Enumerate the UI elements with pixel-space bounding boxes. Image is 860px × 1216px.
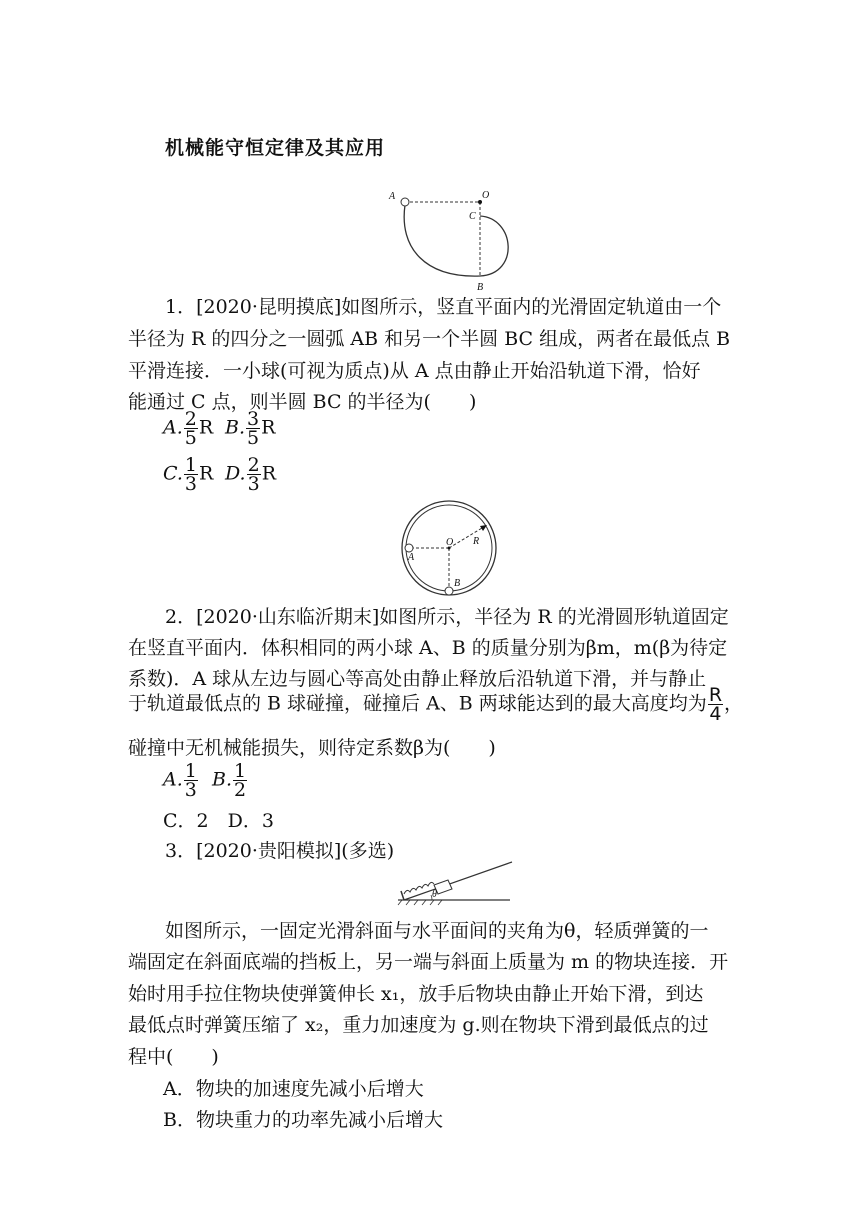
figure-q3-incline xyxy=(390,858,520,908)
q2-option-a: A. $\frac{1}{3}$ xyxy=(163,760,197,801)
q2-line-5: 碰撞中无机械能损失，则待定系数β为( ) xyxy=(128,737,496,759)
label-theta: θ xyxy=(432,889,437,900)
q1-line: 平滑连接．一小球(可视为质点)从 A 点由静止开始沿轨道下滑，恰好 xyxy=(128,359,701,382)
q1-line: 半径为 R 的四分之一圆弧 AB 和另一个半圆 BC 组成，两者在最低点 B xyxy=(128,328,731,350)
q2-option-b: B. $\frac{1}{2}$ xyxy=(212,760,247,801)
q3-line-3: 始时用手拉住物块使弹簧伸长 x₁，放手后物块由静止开始下滑，到达 xyxy=(128,983,704,1005)
q3-line-2: 端固定在斜面底端的挡板上，另一端与斜面上质量为 m 的物块连接．开 xyxy=(128,951,729,973)
q1-option-a: A. $\frac{2}{5}$ R xyxy=(163,408,214,449)
page-title: 机械能守恒定律及其应用 xyxy=(165,137,386,159)
q3-line-1: 如图所示，一固定光滑斜面与水平面间的夹角为θ，轻质弹簧的一 xyxy=(165,920,709,942)
q1-line: 1．[2020·昆明摸底]如图所示，竖直平面内的光滑固定轨道由一个 xyxy=(165,296,722,318)
q2-line-3: 系数)．A 球从左边与圆心等高处由静止释放后沿轨道下滑，并与静止 xyxy=(128,668,707,690)
q3-head: 3．[2020·贵阳模拟](多选) xyxy=(165,840,395,862)
q2-line-2: 在竖直平面内．体积相同的两小球 A、B 的质量分别为βm，m(β为待定 xyxy=(128,637,728,659)
q3-line-4: 最低点时弹簧压缩了 x₂，重力加速度为 g.则在物块下滑到最低点的过 xyxy=(128,1014,709,1036)
q1-stem xyxy=(165,292,740,324)
figure-q2-circle xyxy=(395,500,503,600)
q2-line-1: 2．[2020·山东临沂期末]如图所示，半径为 R 的光滑圆形轨道固定 xyxy=(165,606,729,628)
q2-line-4: 于轨道最低点的 B 球碰撞，碰撞后 A、B 两球能达到的最大高度均为 $\frac{R}{4}$ ， xyxy=(128,684,744,725)
q1-option-b: B. $\frac{3}{5}$ R xyxy=(225,408,276,449)
label-O: O xyxy=(446,537,454,548)
label-R: R xyxy=(473,536,480,547)
label-A: A xyxy=(389,191,396,202)
q2-options-cd: C．2 D．3 xyxy=(163,810,274,832)
label-C: C xyxy=(469,211,476,222)
label-A: A xyxy=(408,552,415,563)
q1-stem-rest xyxy=(128,324,740,419)
q1-option-c: C. $\frac{1}{3}$ R xyxy=(163,454,214,495)
label-B: B xyxy=(454,578,461,589)
figure-q1-track xyxy=(385,188,525,293)
q3-line-5: 程中( ) xyxy=(128,1046,219,1068)
q1-option-d: D. $\frac{2}{3}$ R xyxy=(225,454,277,495)
q3-option-a: A．物块的加速度先减小后增大 xyxy=(163,1078,424,1100)
q1-line: 能通过 C 点，则半圆 BC 的半径为( ) xyxy=(128,391,477,413)
label-O: O xyxy=(482,190,490,201)
label-B: B xyxy=(477,282,484,293)
q3-option-b: B．物块重力的功率先减小后增大 xyxy=(163,1109,443,1131)
